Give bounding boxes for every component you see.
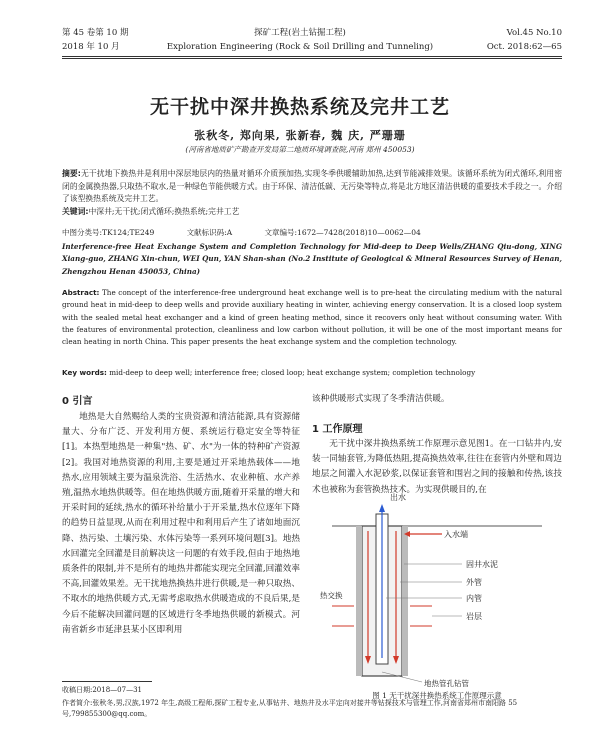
document-code: 文献标识码:A (186, 228, 233, 237)
header-journal-cn: 探矿工程(岩土钻掘工程) (254, 28, 346, 38)
english-keywords-label: Key words: (62, 368, 107, 377)
figure-1 (312, 486, 562, 690)
header-journal-en: Exploration Engineering (Rock & Soil Drilling and Tunneling) (166, 42, 434, 52)
footnote-author: 作者简介:张秋冬,男,汉族,1972 年生,高级工程师,探矿工程专业,从事钻井、地热井及水平定向对接井等钻探技术与管理工作,河南省郑州市南阳路 55 号,799855300@qq.com。 (62, 699, 518, 718)
footnote-rule (62, 681, 152, 682)
footnote-received: 收稿日期:2018—07—31 (62, 686, 142, 694)
label-inner-pipe: 内管 (466, 594, 482, 603)
label-outflow: 出水 (390, 493, 406, 502)
section-1-heading: 1 工作原理 (312, 424, 363, 435)
label-heat: 热交换 (320, 591, 343, 600)
header-date-cn: 2018 年 10 月 (62, 42, 120, 52)
label-outer-pipe: 外管 (466, 578, 482, 587)
arrow-up (379, 504, 385, 512)
english-abstract-text: The concept of the interference-free underground heat exchange well is to pre-heat the circulating medium with the natural ground heat in mid-deep to deep wells and provide auxiliary heating in winter, achieving energy conservation. It is a closed loop system with the sealed metal heat exchanger and a kind of green heating method, since it recovers only heat without consuming water. With the features of environmental protection, cleanliness and low carbon without pollution, it will be one of the most important means for clean heating in north China. This paper presents the heat exchange system and the completion technology. (62, 288, 562, 347)
page-title: 无干扰中深井换热系统及完井工艺 (149, 96, 450, 118)
header-rule (62, 56, 562, 57)
header-issue: 第 45 卷第 10 期 (62, 28, 129, 38)
abstract-cn-text: 无干扰地下换热井是利用中深层地层内的热量对循环介质预加热,实现冬季供暖辅助加热,达到节能减排效果。该循环系统为闭式循环,利用密闭的金属换热器,只取热不取水,是一种绿色节能供暖方式。由于环保、清洁低碳、无污染等特点,将是北方地区清洁供暖的重要技术手段之一。介绍了该型换热系统及完井工艺。 (62, 169, 562, 203)
figure-1-caption: 图 1 无干扰深井换热系统工作原理示意 (372, 691, 502, 700)
label-rock: 岩层 (466, 612, 482, 621)
grout-left (356, 526, 362, 676)
label-inflow: 入水端 (444, 530, 468, 539)
section-0-heading: 0 引言 (62, 396, 93, 407)
english-keywords-text: mid-deep to deep well; interference free; closed loop; heat exchange system; completion technology (109, 368, 476, 377)
section-0-text: 地热是大自然赐给人类的宝贵资源和清洁能源,具有资源储量大、分布广泛、开发利用方便、系统运行稳定安全等特征[1]。本热型地热是一种集"热、矿、水"为一体的特种矿产资源[2]。我国对地热资源的利用,主要是通过开采地热载体——地热水,应用领域主要为温泉洗浴、生活热水、农业种植、水产养殖,温热水地热供暖等。但在地热供暖方面,随着开采量的增大和开采时间的延续,热水的循环补给量小于开采量,热水位逐年下降的趋势日益显现,从而在利用过程中和利用后产生了诸如地面沉降、热污染、土壤污染、水体污染等一系列环境问题[3]。地热水回灌完全回灌是目前解决这一问题的有效手段,但由于地热地质条件的限制,并不是所有的地热井都能实现完全回灌,回灌效率不高,回灌效果差。无干扰地热换热井进行供暖,是一种只取热、不取水的地热供暖方式,无需考虑取热水供暖造成的不良后果,是今后不能解决回灌问题的区域进行冬季地热供暖的新模式。河南省新乡市延津县某小区即利用 (62, 412, 300, 635)
abstract-cn-label: 摘要: (62, 169, 81, 178)
abstract-cn (62, 168, 562, 218)
header-rule-2 (62, 58, 562, 59)
classification-row (62, 227, 562, 238)
section-1-text: 无干扰中深井换热系统工作原理示意见图1。在一口钻井内,安装一同轴套管,为降低热阻,提高换热效率,往往在套管内外壁和周边地层之间灌入水泥砂浆,以保证套管和围岩之间的接触和传热,该技术也被称为套管换热技术。为实现供暖目的,在 (312, 439, 562, 495)
keywords-cn-label: 关键词: (62, 206, 89, 216)
english-abstract-label: Abstract: (62, 288, 100, 297)
label-grout: 固井水泥 (466, 560, 498, 569)
article-number: 文章编号:1672—7428(2018)10—0062—04 (264, 228, 421, 237)
english-title: Interference-free Heat Exchange System and Completion Technology for Mid-deep to Deep Wells/ZHANG Qiu-dong, XING Xiang-guo, ZHANG Xin-chun, WEI Qun, YAN Shan-shan (No.2 Institute of Geological & Mineral Resources Survey of Henan, Zhengzhou Henan 450053, China) (62, 242, 562, 276)
authors: 张秋冬, 郑向果, 张新春, 魏 庆, 严珊珊 (194, 129, 406, 142)
affiliation: (河南省地质矿产勘查开发局第二地质环境调查院,河南 郑州 450053) (185, 145, 415, 154)
english-abstract (62, 287, 562, 348)
continuation-text: 该种供暖形式实现了冬季清洁供暖。 (312, 394, 450, 404)
clc-number: 中图分类号:TK124;TE249 (62, 228, 155, 237)
header-date-en: Oct. 2018:62—65 (486, 42, 562, 52)
label-bottom: 地热管孔钻管 (424, 679, 469, 688)
grout-right (402, 526, 408, 676)
keywords-cn: 中深井;无干扰;闭式循环;换热系统;完井工艺 (88, 206, 240, 216)
english-keywords (62, 367, 562, 379)
header-volume-en: Vol.45 No.10 (506, 28, 562, 38)
well-diagram (312, 486, 562, 690)
